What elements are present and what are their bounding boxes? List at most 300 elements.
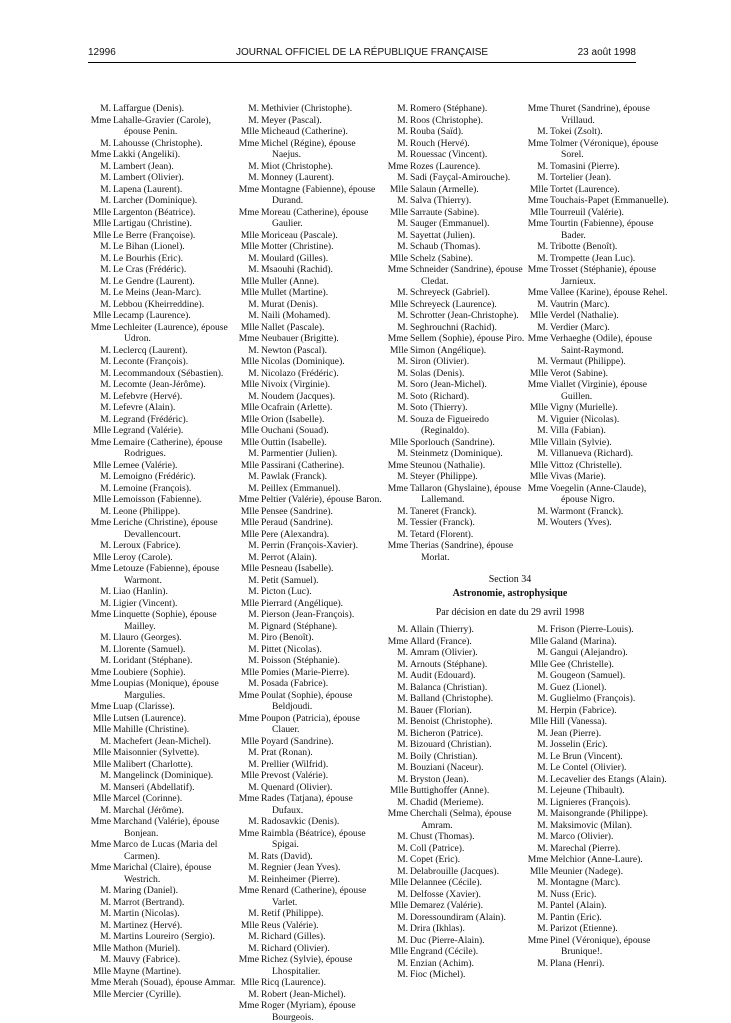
- list-item: [88, 391, 236, 403]
- civility-title: Mme: [90, 609, 111, 620]
- person-name: Peraud (Sandrine).: [261, 517, 333, 528]
- list-item: [236, 310, 384, 322]
- person-name: Ricq (Laurence).: [261, 977, 326, 988]
- civility-title: Mme: [527, 934, 548, 946]
- person-name: Larcher (Dominique).: [113, 195, 198, 206]
- civility-title: M.: [397, 287, 408, 298]
- civility-title: Mme: [387, 264, 408, 275]
- civility-title: Mme: [90, 678, 111, 689]
- person-name: Ligier (Vincent).: [113, 597, 178, 609]
- list-item: [525, 820, 675, 832]
- person-name: Le Bourhis (Eric).: [113, 252, 184, 264]
- person-name: Prellier (Wilfrid).: [261, 758, 329, 770]
- civility-title: Mme: [238, 494, 259, 505]
- civility-title: M.: [397, 762, 408, 773]
- list-item: [236, 299, 384, 311]
- civility-title: M.: [397, 624, 408, 635]
- list-item: [525, 854, 675, 866]
- civility-title: M.: [397, 911, 408, 923]
- list-item: [385, 241, 525, 253]
- list-item: [88, 667, 236, 679]
- person-name: Martin (Nicolas).: [113, 908, 180, 919]
- civility-title: M.: [537, 624, 548, 635]
- person-name: Pere (Alexandra).: [261, 528, 330, 540]
- person-name: Pesneau (Isabelle).: [261, 563, 334, 574]
- civility-title: Mlle: [92, 494, 111, 505]
- civility-title: Mlle: [389, 900, 408, 911]
- civility-title: M.: [537, 517, 548, 528]
- civility-title: M.: [537, 739, 548, 750]
- list-item: [525, 693, 675, 705]
- civility-title: M.: [537, 172, 548, 183]
- person-name: Vivas (Marie).: [550, 471, 606, 482]
- list-item: [385, 716, 525, 728]
- civility-title: M.: [100, 344, 111, 356]
- list-item: [88, 816, 236, 839]
- civility-title: Mme: [527, 264, 548, 275]
- list-item: [88, 931, 236, 943]
- person-name: Lejeune (Thibault).: [550, 785, 625, 796]
- list-item: [525, 728, 675, 740]
- list-item: [385, 529, 525, 541]
- civility-title: Mme: [90, 517, 111, 528]
- person-name: Soto (Thierry).: [410, 402, 468, 413]
- list-item: [88, 253, 236, 265]
- person-name: Salva (Thierry).: [410, 195, 472, 206]
- civility-title: Mlle: [92, 459, 111, 471]
- civility-title: Mme: [238, 712, 259, 724]
- civility-title: M.: [248, 344, 259, 356]
- civility-title: Mme: [90, 114, 111, 126]
- civility-title: M.: [397, 195, 408, 206]
- civility-title: Mlle: [92, 425, 111, 436]
- person-name: Montagne (Fabienne), épouse Durand.: [261, 183, 376, 206]
- civility-title: Mme: [387, 482, 408, 494]
- civility-title: M.: [397, 681, 408, 693]
- list-item: [385, 935, 525, 947]
- civility-title: M.: [100, 183, 111, 195]
- list-item: [525, 785, 675, 797]
- civility-title: M.: [397, 218, 408, 229]
- list-item: [236, 943, 384, 955]
- name-column-4: [525, 103, 675, 529]
- person-name: Wouters (Yves).: [550, 517, 612, 528]
- person-name: Delfosse (Xavier).: [410, 888, 481, 900]
- list-item: [236, 816, 384, 828]
- list-item: [88, 368, 236, 380]
- person-name: Poyard (Sandrine).: [261, 735, 334, 747]
- person-name: Lecommandoux (Sébastien).: [113, 367, 224, 379]
- person-name: Montagne (Marc).: [550, 877, 621, 888]
- civility-title: M.: [537, 505, 548, 517]
- list-item: [88, 782, 236, 794]
- civility-title: M.: [100, 471, 111, 482]
- person-name: Bauer (Florian).: [410, 704, 472, 716]
- civility-title: M.: [397, 658, 408, 670]
- civility-title: Mme: [238, 1000, 259, 1011]
- person-name: Lapena (Laurent).: [113, 183, 183, 195]
- person-name: Retif (Philippe).: [261, 908, 324, 919]
- name-column-5: [385, 624, 525, 981]
- list-item: [385, 218, 525, 230]
- person-name: Loupias (Monique), épouse Margulies.: [113, 678, 219, 701]
- civility-title: M.: [537, 321, 548, 333]
- list-item: [236, 977, 384, 989]
- list-item: [236, 437, 384, 449]
- list-item: [525, 670, 675, 682]
- civility-title: Mlle: [240, 413, 259, 425]
- list-item: [236, 609, 384, 621]
- person-name: Le Bihan (Lionel).: [113, 241, 185, 252]
- person-name: Lartigau (Christine).: [113, 218, 192, 229]
- person-name: Taneret (Franck).: [410, 505, 477, 517]
- person-name: Tetard (Florent).: [410, 528, 474, 540]
- civility-title: M.: [537, 750, 548, 762]
- header-rule: [88, 62, 636, 63]
- list-item: [385, 923, 525, 935]
- person-name: Schrotter (Jean-Christophe).: [410, 310, 519, 321]
- list-item: [525, 958, 675, 970]
- civility-title: M.: [397, 310, 408, 321]
- person-name: Tessier (Franck).: [410, 517, 475, 528]
- person-name: Poupon (Patricia), épouse Clauer.: [261, 712, 360, 735]
- list-item: [385, 345, 525, 357]
- list-item: [385, 253, 525, 265]
- person-name: Delannee (Cécile).: [410, 877, 482, 888]
- civility-title: M.: [100, 298, 111, 310]
- list-item: [88, 586, 236, 598]
- person-name: Passirani (Catherine).: [261, 459, 345, 471]
- person-name: Msaouhi (Rachid).: [261, 264, 333, 275]
- person-name: Allard (France).: [410, 635, 472, 647]
- civility-title: M.: [100, 356, 111, 367]
- person-name: Pomies (Marie-Pierre).: [261, 666, 350, 678]
- list-item: [236, 540, 384, 552]
- person-name: Muller (Anne).: [261, 275, 320, 287]
- decision-date: Par décision en date du 29 avril 1998: [435, 607, 585, 618]
- list-item: [385, 195, 525, 207]
- person-name: Miot (Christophe).: [261, 160, 333, 172]
- civility-title: Mlle: [529, 635, 548, 647]
- person-name: Parmentier (Julien).: [261, 448, 338, 459]
- civility-title: Mme: [238, 137, 259, 149]
- civility-title: Mlle: [240, 459, 259, 471]
- person-name: Tourreuil (Valérie).: [550, 206, 624, 218]
- list-item: [385, 969, 525, 981]
- civility-title: M.: [537, 957, 548, 969]
- list-item: [88, 793, 236, 805]
- civility-title: Mlle: [240, 436, 259, 448]
- name-column-2: [236, 103, 384, 1023]
- list-item: [236, 1000, 384, 1023]
- list-item: [385, 785, 525, 797]
- civility-title: M.: [397, 229, 408, 241]
- list-item: [88, 954, 236, 966]
- person-name: Lemee (Valérie).: [113, 459, 178, 471]
- person-name: Doressoundiram (Alain).: [410, 911, 506, 923]
- person-name: Copet (Eric).: [410, 854, 461, 865]
- civility-title: M.: [537, 670, 548, 681]
- person-name: Souza de Figueiredo (Reginaldo).: [410, 413, 489, 436]
- list-item: [236, 494, 384, 506]
- list-item: [236, 713, 384, 736]
- list-item: [88, 299, 236, 311]
- civility-title: M.: [100, 160, 111, 172]
- civility-title: M.: [248, 103, 259, 114]
- civility-title: M.: [100, 643, 111, 655]
- civility-title: M.: [397, 517, 408, 528]
- civility-title: Mme: [90, 701, 111, 712]
- list-item: [385, 670, 525, 682]
- person-name: Voegelin (Anne-Claude), épouse Nigro.: [550, 482, 647, 505]
- civility-title: M.: [397, 367, 408, 379]
- list-item: [525, 172, 675, 184]
- person-name: Rouba (Saïd).: [410, 126, 464, 137]
- list-item: [236, 736, 384, 748]
- person-name: Plana (Henri).: [550, 957, 605, 969]
- list-item: [385, 636, 525, 648]
- civility-title: M.: [397, 854, 408, 865]
- person-name: Herpin (Fabrice).: [550, 704, 617, 716]
- person-name: Ouchani (Souad).: [261, 425, 329, 436]
- list-item: [236, 920, 384, 932]
- civility-title: Mlle: [92, 942, 111, 954]
- list-item: [385, 437, 525, 449]
- civility-title: M.: [100, 137, 111, 149]
- list-item: [88, 103, 236, 115]
- person-name: Le Berre (Françoise).: [113, 229, 196, 241]
- person-name: Melchior (Anne-Laure).: [550, 854, 643, 865]
- list-item: [236, 172, 384, 184]
- person-name: Sarraute (Sabine).: [410, 206, 480, 218]
- person-name: Warmont (Franck).: [550, 505, 624, 517]
- list-item: [88, 356, 236, 368]
- civility-title: M.: [537, 693, 548, 704]
- civility-title: M.: [537, 704, 548, 716]
- list-item: [88, 379, 236, 391]
- person-name: Michel (Régine), épouse Naejus.: [261, 137, 356, 160]
- person-name: Rouessac (Vincent).: [410, 149, 488, 160]
- list-item: [525, 797, 675, 809]
- civility-title: M.: [397, 865, 408, 877]
- list-item: [385, 368, 525, 380]
- civility-title: Mlle: [240, 126, 259, 137]
- list-item: [385, 728, 525, 740]
- civility-title: M.: [537, 681, 548, 693]
- civility-title: Mme: [387, 160, 408, 172]
- person-name: Picton (Luc).: [261, 586, 312, 597]
- person-name: Viallet (Virginie), épouse Guillen.: [550, 379, 647, 402]
- list-item: [385, 126, 525, 138]
- civility-title: Mlle: [92, 758, 111, 770]
- person-name: Roger (Myriam), épouse Bourgeois.: [261, 1000, 356, 1023]
- person-name: Schreyeck (Laurence).: [410, 298, 497, 310]
- civility-title: Mlle: [240, 425, 259, 436]
- list-item: [385, 138, 525, 150]
- list-item: [236, 747, 384, 759]
- civility-title: M.: [248, 620, 259, 632]
- civility-title: Mme: [90, 977, 111, 988]
- list-item: [88, 540, 236, 552]
- list-item: [88, 517, 236, 540]
- person-name: Marrot (Bertrand).: [113, 896, 185, 908]
- civility-title: M.: [537, 413, 548, 425]
- list-item: [88, 655, 236, 667]
- person-name: Verhaeghe (Odile), épouse Saint-Raymond.: [550, 333, 653, 356]
- civility-title: M.: [397, 114, 408, 126]
- civility-title: M.: [537, 727, 548, 739]
- person-name: Raimbla (Béatrice), épouse Spigai.: [261, 827, 366, 850]
- person-name: Meyer (Pascal).: [261, 114, 322, 126]
- list-item: [525, 368, 675, 380]
- person-name: Balland (Christophe).: [410, 693, 494, 704]
- civility-title: M.: [248, 172, 259, 183]
- civility-title: Mlle: [240, 356, 259, 367]
- person-name: Pantel (Alain).: [550, 900, 607, 911]
- person-name: Leroux (Fabrice).: [113, 540, 181, 551]
- person-name: Verot (Sabine).: [550, 367, 609, 379]
- civility-title: M.: [397, 413, 408, 425]
- list-item: [88, 736, 236, 748]
- person-name: Lahalle-Gravier (Carole), épouse Penin.: [113, 114, 212, 137]
- person-name: Bouziani (Naceur).: [410, 762, 484, 773]
- list-item: [236, 345, 384, 357]
- list-item: [385, 693, 525, 705]
- person-name: Lambert (Olivier).: [113, 172, 184, 183]
- civility-title: Mme: [527, 854, 548, 865]
- civility-title: Mme: [527, 103, 548, 114]
- civility-title: M.: [100, 402, 111, 413]
- person-name: Loubiere (Sophie).: [113, 666, 186, 678]
- list-item: [236, 828, 384, 851]
- person-name: Lakki (Angeliki).: [113, 149, 181, 160]
- list-item: [385, 471, 525, 483]
- person-name: Lutsen (Laurence).: [113, 712, 186, 724]
- person-name: Lemoigno (Frédéric).: [113, 471, 196, 482]
- list-item: [88, 414, 236, 426]
- civility-title: M.: [397, 739, 408, 750]
- list-item: [385, 877, 525, 889]
- list-item: [525, 506, 675, 518]
- civility-title: M.: [248, 758, 259, 770]
- civility-title: M.: [537, 796, 548, 808]
- list-item: [236, 264, 384, 276]
- list-item: [385, 866, 525, 878]
- list-item: [525, 774, 675, 786]
- civility-title: Mme: [527, 287, 548, 298]
- person-name: Le Meins (Jean-Marc).: [113, 287, 202, 298]
- person-name: Pittet (Nicolas).: [261, 643, 322, 655]
- person-name: Tortelier (Jean).: [550, 172, 612, 183]
- list-item: [236, 161, 384, 173]
- civility-title: M.: [248, 574, 259, 586]
- civility-title: M.: [248, 367, 259, 379]
- list-item: [236, 598, 384, 610]
- list-item: [88, 678, 236, 701]
- civility-title: Mme: [238, 333, 259, 344]
- person-name: Amram (Olivier).: [410, 647, 478, 658]
- person-name: Lemoisson (Fabienne).: [113, 494, 202, 505]
- civility-title: M.: [397, 172, 408, 183]
- person-name: Guglielmo (François).: [550, 693, 636, 704]
- person-name: Gee (Christelle).: [550, 658, 614, 670]
- person-name: Renard (Catherine), épouse Varlet.: [261, 885, 367, 908]
- person-name: Nallet (Pascale).: [261, 321, 325, 333]
- list-item: [236, 391, 384, 403]
- person-name: Regnier (Jean Yves).: [261, 862, 341, 873]
- person-name: Lemaire (Catherine), épouse Rodrigues.: [113, 436, 223, 459]
- civility-title: M.: [248, 873, 259, 885]
- civility-title: M.: [248, 747, 259, 758]
- person-name: Maring (Daniel).: [113, 885, 179, 896]
- person-name: Chadid (Merieme).: [410, 796, 484, 808]
- person-name: Tourtin (Fabienne), épouse Bader.: [550, 218, 654, 241]
- person-name: Soro (Jean-Michel).: [410, 379, 487, 390]
- person-name: Therias (Sandrine), épouse Morlat.: [410, 540, 514, 563]
- civility-title: Mme: [90, 321, 111, 333]
- list-item: [385, 391, 525, 403]
- list-item: [525, 310, 675, 322]
- civility-title: M.: [248, 540, 259, 551]
- person-name: Monney (Laurent).: [261, 172, 334, 183]
- list-item: [236, 207, 384, 230]
- person-name: Robert (Jean-Michel).: [261, 988, 346, 1000]
- person-name: Pierrard (Angélique).: [261, 597, 344, 609]
- list-item: [88, 230, 236, 242]
- list-item: [525, 322, 675, 334]
- person-name: Leroy (Carole).: [113, 551, 173, 563]
- person-name: Moulard (Gilles).: [261, 252, 329, 264]
- list-item: [385, 322, 525, 334]
- list-item: [385, 900, 525, 912]
- list-item: [525, 716, 675, 728]
- person-name: Manseri (Abdellatif).: [113, 781, 195, 793]
- civility-title: M.: [248, 862, 259, 873]
- list-item: [385, 958, 525, 970]
- civility-title: M.: [537, 923, 548, 934]
- person-name: Radosavkic (Denis).: [261, 816, 340, 827]
- person-name: Ocafrain (Arlette).: [261, 402, 333, 413]
- list-item: [385, 831, 525, 843]
- person-name: Outtin (Isabelle).: [261, 436, 327, 448]
- list-item: [88, 115, 236, 138]
- civility-title: M.: [397, 241, 408, 252]
- list-item: [88, 713, 236, 725]
- person-name: Galand (Marina).: [550, 635, 617, 647]
- person-name: Peltier (Valérie), épouse Baron.: [261, 494, 382, 505]
- civility-title: Mlle: [529, 402, 548, 413]
- person-name: Mayne (Martine).: [113, 965, 182, 977]
- civility-title: Mme: [238, 183, 259, 195]
- civility-title: M.: [248, 643, 259, 655]
- person-name: Leone (Philippe).: [113, 505, 181, 517]
- civility-title: Mlle: [240, 563, 259, 574]
- civility-title: Mme: [90, 666, 111, 678]
- person-name: Leconte (François).: [113, 356, 189, 367]
- civility-title: Mlle: [240, 275, 259, 287]
- civility-title: M.: [100, 931, 111, 942]
- list-item: [385, 299, 525, 311]
- list-item: [525, 739, 675, 751]
- list-item: [88, 483, 236, 495]
- list-item: [385, 808, 525, 831]
- person-name: Trompette (Jean Luc).: [550, 252, 636, 264]
- list-item: [236, 989, 384, 1001]
- person-name: Rouch (Hervé).: [410, 137, 470, 149]
- person-name: Marchal (Jérôme).: [113, 804, 184, 816]
- person-name: Cherchali (Selma), épouse Amram.: [410, 808, 512, 831]
- civility-title: M.: [100, 275, 111, 287]
